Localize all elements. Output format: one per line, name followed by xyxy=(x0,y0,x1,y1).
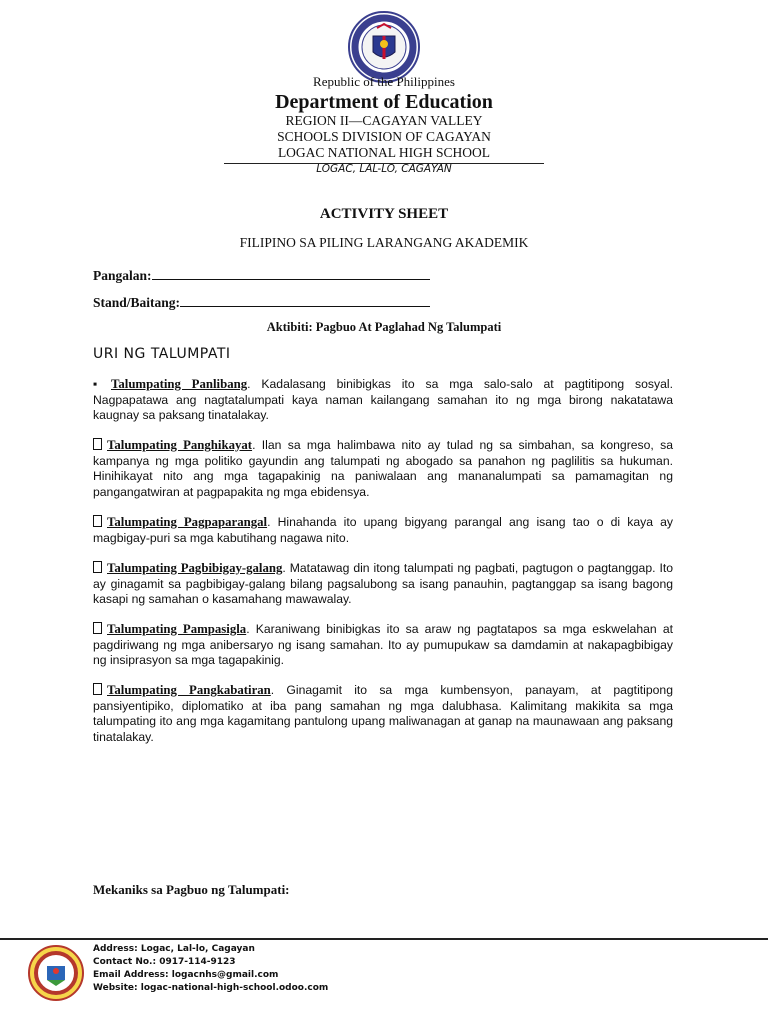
list-item xyxy=(93,561,673,608)
list-item xyxy=(93,622,673,669)
list-item xyxy=(93,683,673,745)
school-logo-icon xyxy=(27,944,85,1002)
item-text: . Kadalasang binibigkas ito sa mga salo-salo at pagtitipong sosyal. Nagpapatawa ang nagtatalumpati kaya naman kailangang samahan ito ng mga birong nakatatawa kaugnay sa paksang tinatalakay. xyxy=(93,377,673,422)
republic-label: Republic of the Philippines xyxy=(313,74,455,89)
name-field[interactable] xyxy=(93,266,430,284)
item-term: Talumpating Panghikayat xyxy=(107,438,253,452)
name-blank[interactable] xyxy=(152,266,430,280)
footer-email[interactable]: Email Address: logacnhs@gmail.com xyxy=(93,970,279,980)
name-label: Pangalan: xyxy=(93,268,152,283)
item-text: . Ginagamit ito sa mga kumbensyon, panayam, at pagtitipong pansiyentipiko, diplomatiko at iba pang samahan ng mga dalubhasa. Kalimitang makikita sa mga talumpating ito ang mga kagamitang pantulong upang maliwanagan at ganap na maunawaan ang paksang tinatalakay. xyxy=(93,683,673,744)
grade-field[interactable] xyxy=(93,293,430,311)
footer-contact-number: Contact No.: 0917-114-9123 xyxy=(93,957,236,967)
region-label: REGION II—CAGAYAN VALLEY xyxy=(285,113,483,128)
item-text: . Ilan sa mga halimbawa nito ay tulad ng sa simbahan, sa kongreso, sa kampanya ng mga politiko gayundin ang talumpati ng abogado sa panahon ng paglilitis sa hukuman. Hinihikayat nito ang mga tagapakinig na paniwalaan ang mananalumpati sa pamamagitan ng pangangatwiran at pagpapakita ng mga ebidensya. xyxy=(93,438,673,499)
division-label: SCHOOLS DIVISION OF CAGAYAN xyxy=(277,129,491,144)
grade-label: Stand/Baitang: xyxy=(93,295,181,310)
item-text: . Karaniwang binibigkas ito sa araw ng pagtatapos sa mga eskwelahan at pagdiriwang ng mga anibersaryo ng isang samahan. Ito ay pumupukaw sa damdamin at nakapagbibigay ng insiprasyon sa mga tagapakinig. xyxy=(93,622,673,667)
bullet-icon: ▪ xyxy=(93,377,98,391)
department-title: Department of Education xyxy=(275,91,493,113)
item-term: Talumpating Pangkabatiran xyxy=(107,683,271,697)
checkbox-icon xyxy=(93,515,102,527)
activity-title: Aktibiti: Pagbuo At Paglahad Ng Talumpati xyxy=(266,320,502,334)
checkbox-icon xyxy=(93,622,102,634)
item-term: Talumpating Pampasigla xyxy=(107,622,247,636)
checkbox-icon xyxy=(93,561,102,573)
list-item xyxy=(93,377,673,424)
item-term: Talumpating Panlibang xyxy=(111,377,248,391)
school-name: LOGAC NATIONAL HIGH SCHOOL xyxy=(277,145,491,160)
footer-divider xyxy=(0,938,768,940)
deped-seal-icon xyxy=(339,10,429,84)
school-location: LOGAC, LAL-LO, CAGAYAN xyxy=(316,163,452,175)
subject-title: FILIPINO SA PILING LARANGANG AKADEMIK xyxy=(239,235,529,250)
item-text: . Matatawag din itong talumpati ng pagbati, pagtugon o pagtanggap. Ito ay ginagamit sa pagbibigay-galang bilang pagsalubong sa isang panauhin, pagtanggap sa isang bagong kasapi ng samahan o kasamahang mawawalay. xyxy=(93,561,674,606)
footer-address: Address: Logac, Lal-lo, Cagayan xyxy=(93,944,255,954)
item-text: . Hinahanda ito upang bigyang parangal ang isang tao o di kaya ay magbigay-puri sa mga kabutihang nagawa nito. xyxy=(93,515,673,545)
section-heading: URI NG TALUMPATI xyxy=(93,346,231,362)
footer-contact xyxy=(93,943,328,995)
item-term: Talumpating Pagbibigay-galang xyxy=(107,561,283,575)
footer-website[interactable]: Website: logac-national-high-school.odoo.com xyxy=(93,983,329,993)
list-item xyxy=(93,515,673,546)
mekaniks-heading: Mekaniks sa Pagbuo ng Talumpati: xyxy=(93,882,290,897)
list-item xyxy=(93,438,673,500)
grade-blank[interactable] xyxy=(180,293,430,307)
checkbox-icon xyxy=(93,683,102,695)
sheet-title: ACTIVITY SHEET xyxy=(319,206,449,222)
checkbox-icon xyxy=(93,438,102,450)
item-term: Talumpating Pagpaparangal xyxy=(107,515,268,529)
